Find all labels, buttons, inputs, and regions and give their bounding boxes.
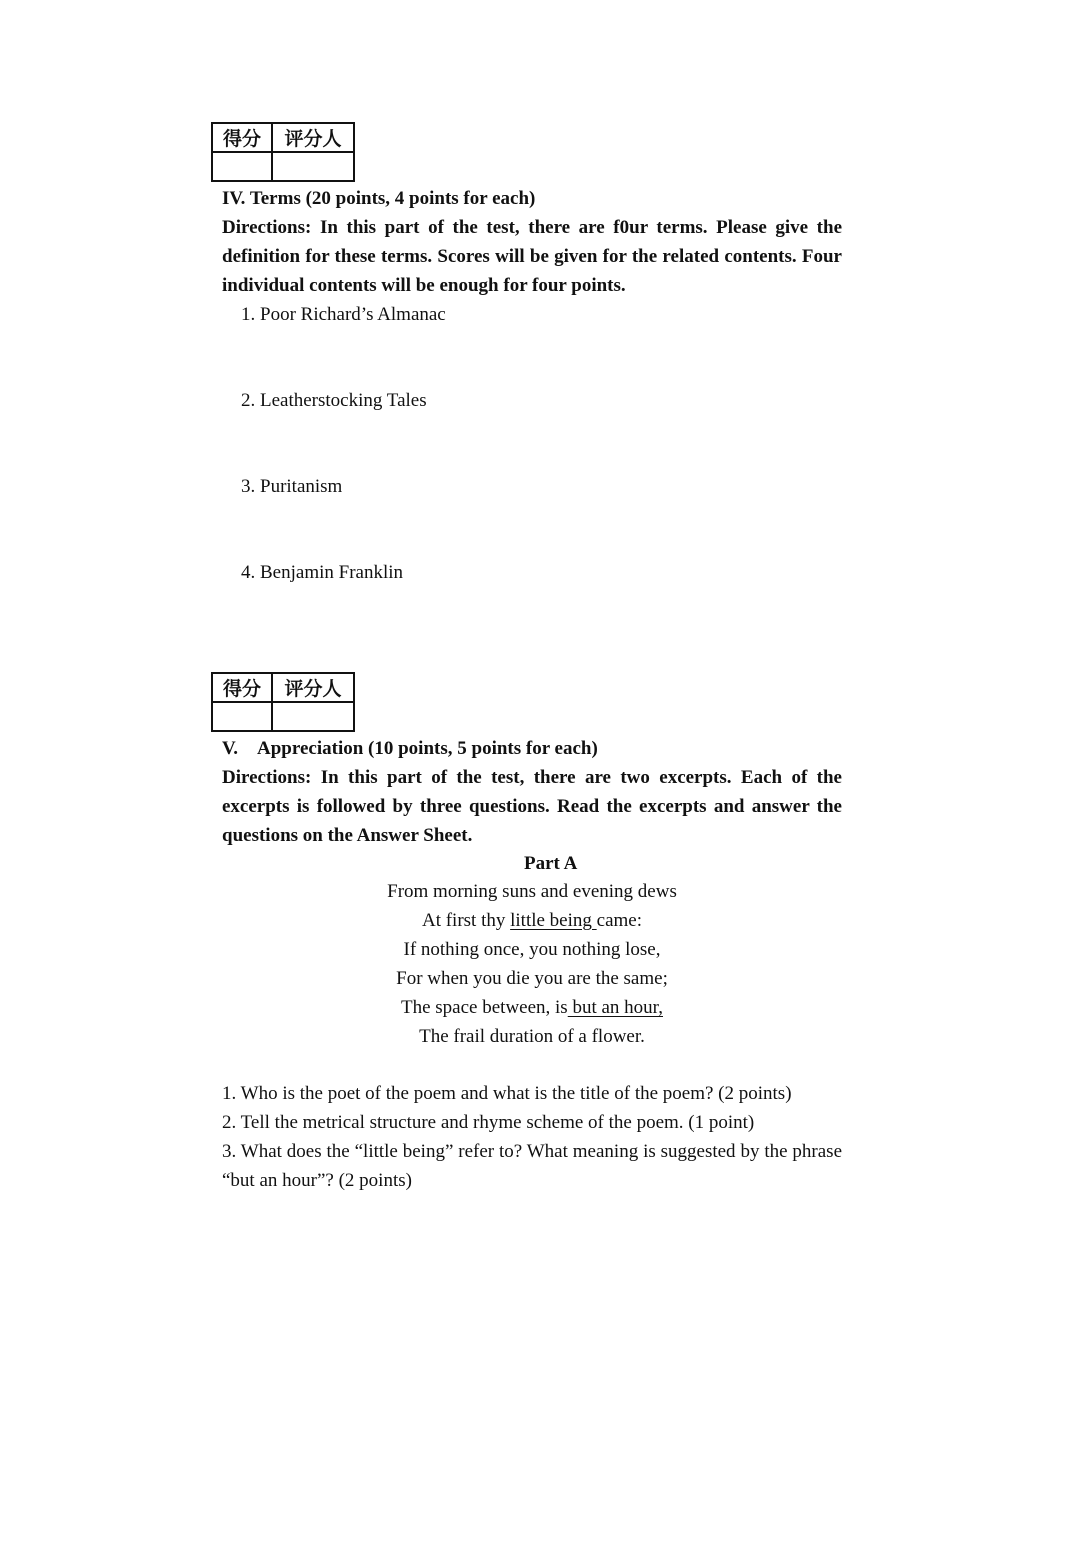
section-5-heading: V. Appreciation (10 points, 5 points for each)	[222, 738, 598, 759]
question-item: 3. What does the “little being” refer to? What meaning is suggested by the phrase “but an hour”? (2 points)	[222, 1141, 842, 1191]
section-4-directions: Directions: In this part of the test, there are f0ur terms. Please give the definition for these terms. Scores will be given for the related contents. Four individual contents will be enough for four points.	[222, 217, 842, 296]
term-item: 4. Benjamin Franklin	[241, 562, 404, 583]
score-box-section-5	[211, 672, 355, 732]
poem-line	[322, 993, 742, 1022]
section-5-directions: Directions: In this part of the test, there are two excerpts. Each of the excerpts is followed by three questions. Read the excerpts and answer the questions on the Answer Sheet.	[222, 767, 842, 846]
underlined-phrase: but an hour,	[567, 997, 663, 1018]
poem-line: The frail duration of a flower.	[419, 1026, 645, 1047]
question-item: 2. Tell the metrical structure and rhyme scheme of the poem. (1 point)	[222, 1112, 755, 1133]
grader-label: 评分人	[272, 673, 354, 702]
poem	[322, 877, 742, 1051]
score-field[interactable]	[212, 152, 272, 181]
underlined-phrase: little being	[510, 910, 597, 931]
grader-field[interactable]	[272, 702, 354, 731]
poem-text: came:	[596, 910, 643, 931]
section-4-heading: IV. Terms (20 points, 4 points for each)	[222, 188, 536, 209]
poem-line: If nothing once, you nothing lose,	[403, 939, 661, 960]
grader-field[interactable]	[272, 152, 354, 181]
poem-line: For when you die you are the same;	[396, 968, 668, 989]
part-title: Part A	[524, 853, 578, 874]
score-label: 得分	[212, 123, 272, 152]
term-item: 3. Puritanism	[241, 476, 343, 497]
poem-text: At first thy	[421, 910, 511, 931]
poem-line: From morning suns and evening dews	[387, 881, 677, 902]
grader-label: 评分人	[272, 123, 354, 152]
score-box-section-4	[211, 122, 355, 182]
score-field[interactable]	[212, 702, 272, 731]
question-item: 1. Who is the poet of the poem and what is the title of the poem? (2 points)	[222, 1083, 792, 1104]
term-item: 2. Leatherstocking Tales	[241, 390, 427, 411]
poem-line	[322, 906, 742, 935]
score-label: 得分	[212, 673, 272, 702]
poem-text: The space between, is	[401, 997, 568, 1018]
term-item: 1. Poor Richard’s Almanac	[241, 304, 446, 325]
